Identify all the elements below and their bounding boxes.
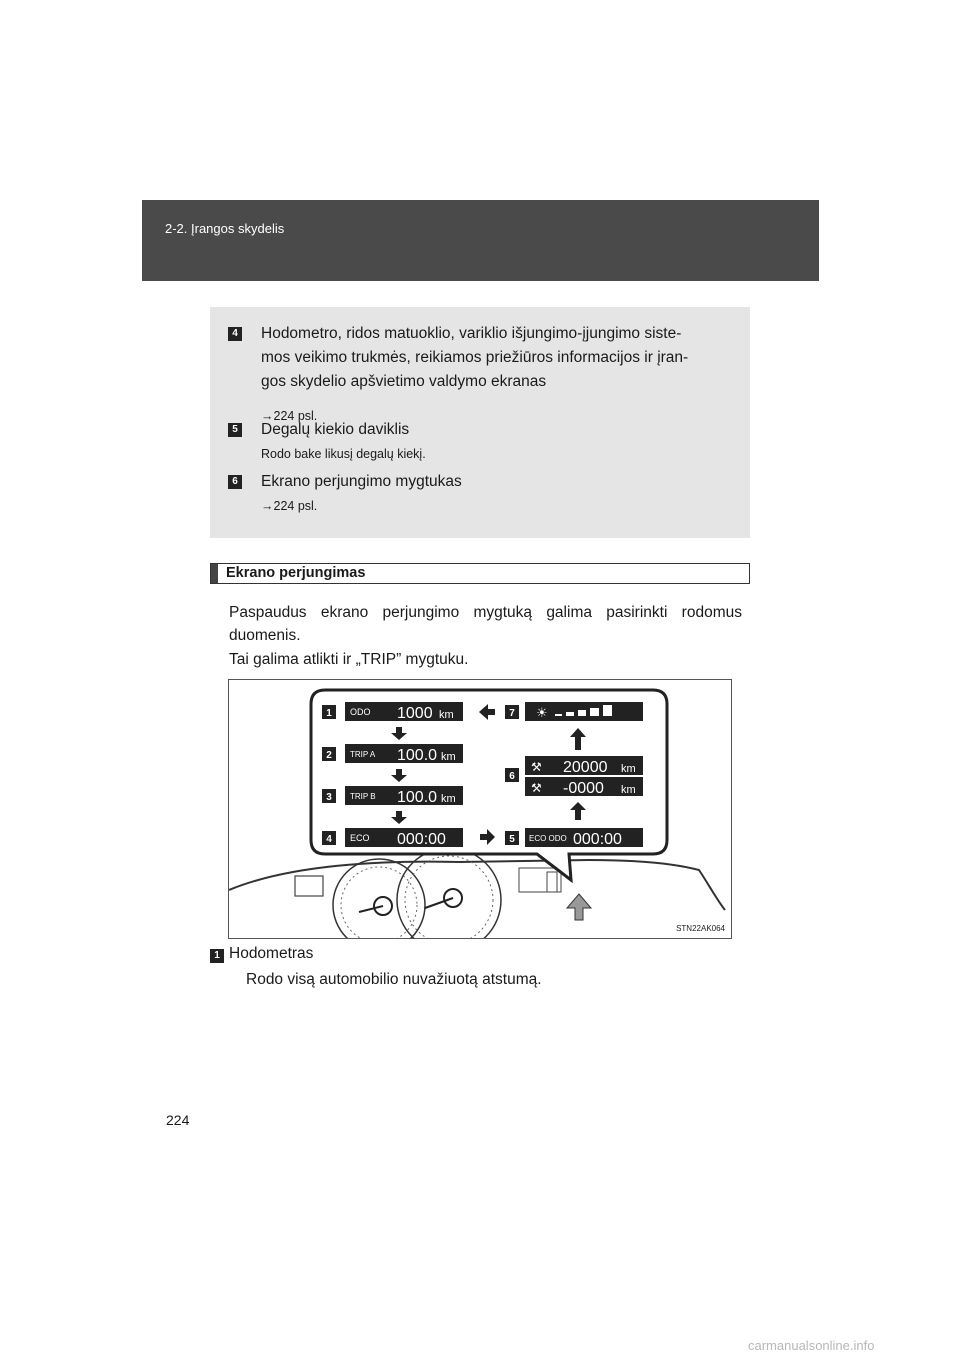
callout-4: 4 <box>326 834 332 845</box>
item-number-badge: 6 <box>228 475 242 489</box>
lcd-eco-odo-label: ECO ODO <box>529 834 567 843</box>
fuel-gauge <box>547 872 557 892</box>
sun-icon: ☀ <box>536 705 548 720</box>
page-number: 224 <box>166 1112 190 1128</box>
brightness-level-3 <box>578 710 586 716</box>
watermark: carmanualsonline.info <box>748 1338 875 1353</box>
lcd-eco-value: 000:00 <box>397 831 446 848</box>
section-heading-accent <box>211 564 218 583</box>
item-title: Degalų kiekio daviklis <box>261 421 410 438</box>
lcd-trip-a-value: 100.0 <box>397 747 438 764</box>
item-reference: →224 psl. <box>261 499 318 513</box>
item-title: Ekrano perjungimo mygtukas <box>261 473 462 490</box>
item-number-badge: 4 <box>228 327 242 341</box>
caption-description: Rodo visą automobilio nuvažiuotą atstumą. <box>246 971 542 988</box>
lcd-trip-b-label: TRIP B <box>350 792 376 801</box>
header-band <box>142 200 819 281</box>
button-pointer-arrow-icon <box>567 894 591 920</box>
item-description: Rodo bake likusį degalų kiekį. <box>261 447 426 461</box>
item-title-line-3: gos skydelio apšvietimo valdymo ekranas <box>261 373 547 390</box>
brightness-level-1 <box>555 714 562 716</box>
callout-3: 3 <box>326 792 332 803</box>
item-title <box>261 322 730 394</box>
brightness-level-5 <box>603 705 612 716</box>
lcd-trip-a-label: TRIP A <box>350 750 376 759</box>
body-paragraph-2: Tai galima atlikti ir „TRIP” mygtuku. <box>229 651 469 668</box>
lcd-trip-b-unit: km <box>441 793 456 805</box>
caption-title: Hodometras <box>229 945 314 962</box>
callout-2: 2 <box>326 750 332 761</box>
item-number-badge: 5 <box>228 423 242 437</box>
lcd-maintenance-1-unit: km <box>621 763 636 775</box>
brightness-level-4 <box>590 708 599 716</box>
info-box <box>210 307 750 538</box>
dashboard-outline <box>229 860 725 910</box>
callout-7: 7 <box>509 708 515 719</box>
callout-5: 5 <box>509 834 515 845</box>
lcd-odo-label: ODO <box>350 707 371 717</box>
dashboard-vent <box>295 876 323 896</box>
figure-code: STN22AK064 <box>676 924 725 933</box>
body-paragraph-1: Paspaudus ekrano perjungimo mygtuką galima pasirinkti rodomus duomenis. <box>229 604 742 644</box>
tachometer-ticks <box>405 856 493 939</box>
lcd-odo-unit: km <box>439 709 454 721</box>
lcd-trip-a-unit: km <box>441 751 456 763</box>
lcd-eco-label: ECO <box>350 833 370 843</box>
item-title-line-2: mos veikimo trukmės, reikiamos priežiūros informacijos ir įran- <box>261 349 689 366</box>
lcd-trip-b-value: 100.0 <box>397 789 438 806</box>
lcd-maintenance-2-unit: km <box>621 784 636 796</box>
section-heading-bar <box>210 563 750 584</box>
section-heading: Ekrano perjungimas <box>226 565 366 581</box>
wrench-icon: ⚒ <box>531 760 542 774</box>
section-title: 2-2. Įrangos skydelis <box>165 221 285 236</box>
lcd-odo-value: 1000 <box>397 705 433 722</box>
item-reference: →224 psl. <box>261 409 318 423</box>
lcd-maintenance-2-value: -0000 <box>563 780 604 797</box>
item-title-line-1: Hodometro, ridos matuoklio, variklio išjungimo-įjungimo siste- <box>261 325 682 342</box>
brightness-level-2 <box>566 712 574 716</box>
lcd-eco-odo-value: 000:00 <box>573 831 622 848</box>
lcd-maintenance-1-value: 20000 <box>563 759 608 776</box>
callout-6: 6 <box>509 771 515 782</box>
speedometer-needle <box>359 906 383 912</box>
wrench-icon: ⚒ <box>531 781 542 795</box>
display-switch-figure <box>228 679 732 939</box>
callout-1: 1 <box>326 708 332 719</box>
caption-number-badge: 1 <box>210 949 224 963</box>
display-switch-diagram <box>229 680 732 939</box>
